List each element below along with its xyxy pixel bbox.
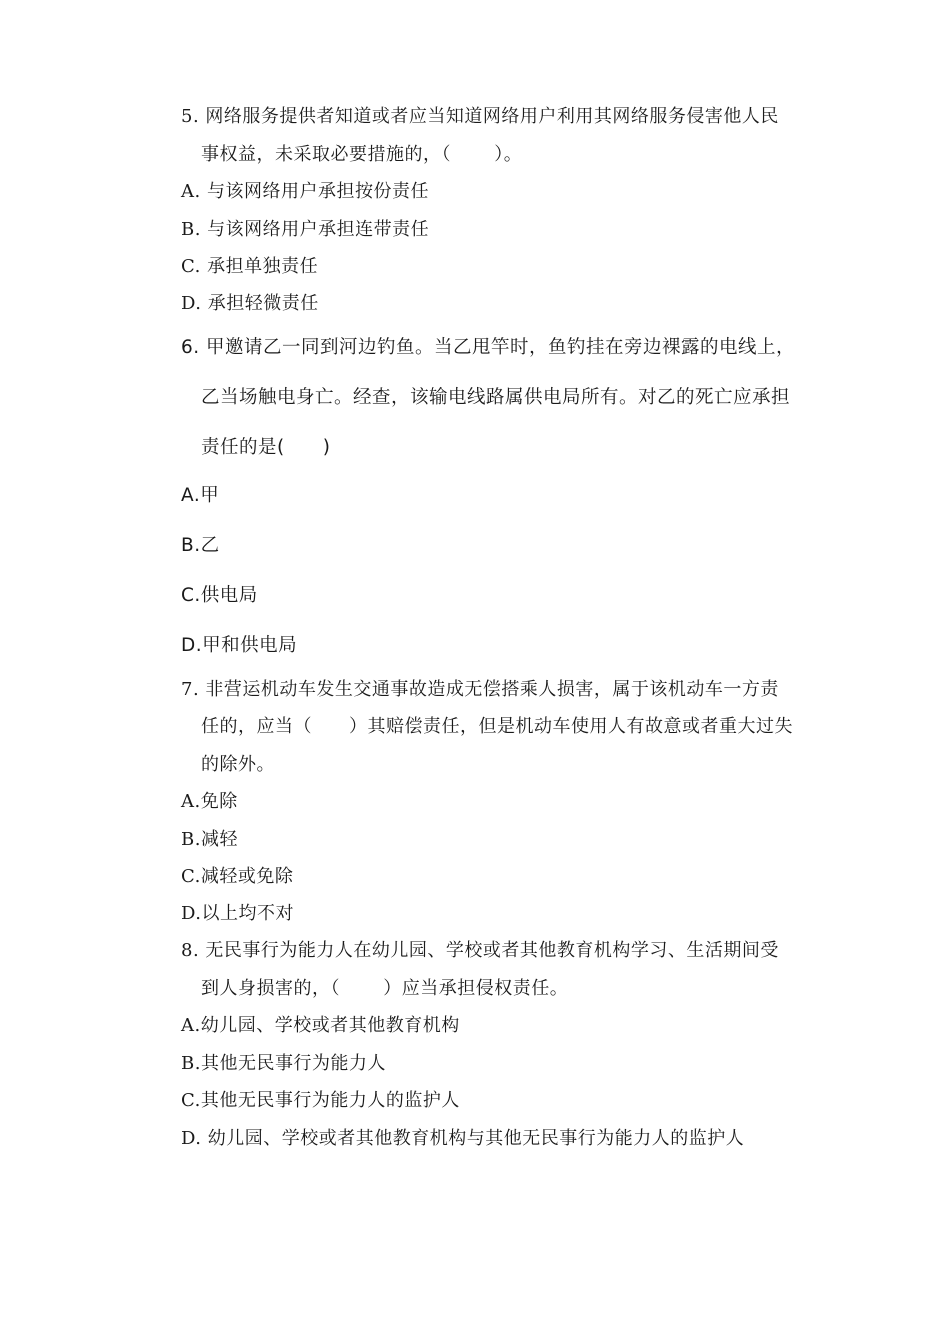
question-6-stem-line-1: 6. 甲邀请乙一同到河边钓鱼。当乙甩竿时，鱼钓挂在旁边裸露的电线上， [181,337,796,358]
question-8-option-d: D. 幼儿园、学校或者其他教育机构与其他无民事行为能力人的监护人 [181,1128,745,1149]
question-6-stem-line-2: 乙当场触电身亡。经查，该输电线路属供电局所有。对乙的死亡应承担 [201,387,791,408]
question-6-option-c: C.供电局 [181,585,258,606]
question-6-option-a: A.甲 [181,485,220,506]
question-5-stem-line-2: 事权益，未采取必要措施的，（ ）。 [201,144,523,165]
question-5-stem-line-1: 5. 网络服务提供者知道或者应当知道网络用户利用其网络服务侵害他人民 [181,106,779,127]
question-7-option-a: A.免除 [181,791,238,812]
question-7-stem-line-1: 7. 非营运机动车发生交通事故造成无偿搭乘人损害，属于该机动车一方责 [181,679,779,700]
question-7-option-d: D.以上均不对 [181,903,295,924]
question-5-option-c: C. 承担单独责任 [181,256,319,277]
question-6-option-d: D.甲和供电局 [181,635,298,656]
question-6-option-b: B.乙 [181,535,220,556]
question-7-option-c: C.减轻或免除 [181,866,294,887]
question-5-option-b: B. 与该网络用户承担连带责任 [181,219,430,240]
question-5-option-d: D. 承担轻微责任 [181,293,319,314]
question-8-option-c: C.其他无民事行为能力人的监护人 [181,1090,460,1111]
question-8-option-a: A.幼儿园、学校或者其他教育机构 [181,1015,460,1036]
question-8-option-b: B.其他无民事行为能力人 [181,1053,386,1074]
question-8-stem-line-2: 到人身损害的，（ ）应当承担侵权责任。 [201,978,569,999]
question-7-option-b: B.减轻 [181,829,238,850]
question-5-option-a: A. 与该网络用户承担按份责任 [181,181,429,202]
question-8-stem-line-1: 8. 无民事行为能力人在幼儿园、学校或者其他教育机构学习、生活期间受 [181,940,779,961]
question-6-stem-line-3: 责任的是( ) [201,437,331,458]
question-7-stem-line-2: 任的，应当（ ）其赔偿责任，但是机动车使用人有故意或者重大过失 [201,716,793,737]
question-7-stem-line-3: 的除外。 [201,754,275,775]
